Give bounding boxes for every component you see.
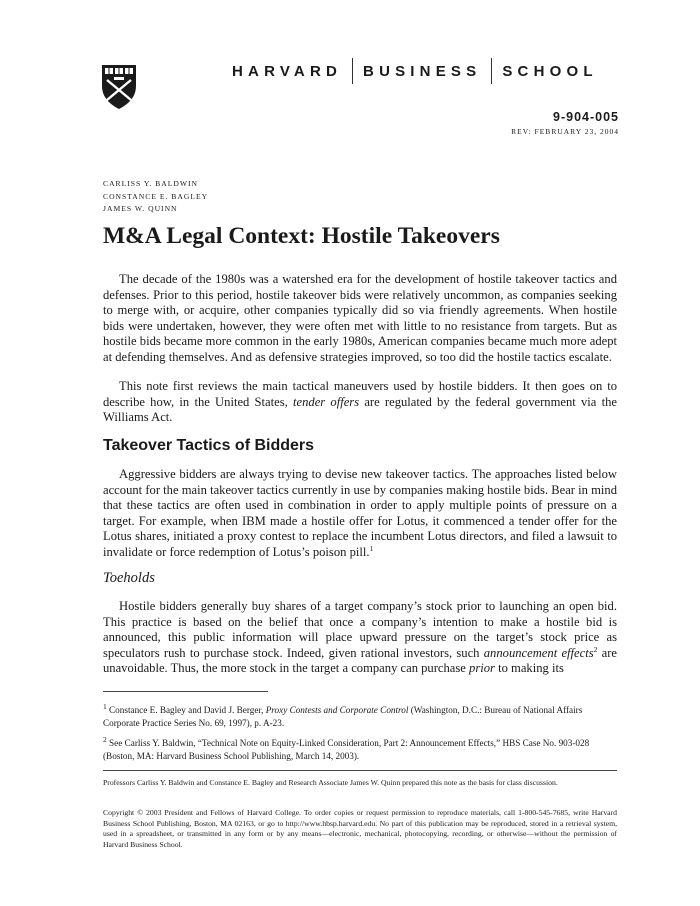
- copyright-notice: Copyright © 2003 President and Fellows of Harvard College. To order copies or request permission to reproduce materials, call 1-800-545-7685, write Harvard Business School Publishing, Boston, MA 02163, or go to http://www.hbsp.harvard.edu. No part of this publication may be reproduced, stored in a retrieval system, used in a spreadsheet, or transmitted in any form or by any means—electronic, mechanical, photocopying, recording, or otherwise—without the permission of Harvard Business School.: [103, 808, 617, 849]
- author-list: [103, 178, 208, 216]
- intro-paragraph-1: The decade of the 1980s was a watershed era for the development of hostile takeover tactics and defenses. Prior to this period, hostile takeover bids were relatively uncommon, as companies seeking to merge with, or acquire, other companies typically did so via friendly agreements. When hostile bids were undertaken, however, they were often met with little to no resistance from targets. But as hostile bids became more common in the early 1980s, American companies became much more adept at defending themselves. And as defensive strategies improved, so too did the hostile tactics escalate.: [103, 272, 617, 364]
- author-name: CARLISS Y. BALDWIN: [103, 179, 198, 188]
- footnote-ref[interactable]: 1: [369, 543, 374, 553]
- school-word-harvard: HARVARD: [232, 62, 343, 80]
- revision-date: REV: FEBRUARY 23, 2004: [511, 127, 619, 136]
- footnote-2: $^2$ See Carliss Y. Baldwin, “Technical Note on Equity-Linked Consideration, Part 2: Announcement Effects,” HBS Case No. 903-028 (Boston, MA: Harvard Business School Publishing, March 14, 2003).: [103, 734, 590, 761]
- school-word-school: SCHOOL: [502, 62, 598, 80]
- bottom-divider: [103, 770, 617, 771]
- tactics-paragraph: Aggressive bidders are always trying to devise new takeover tactics. The approaches listed below account for the main takeover tactics currently in use by companies making hostile bids. Bear in mind that these tactics are often used in combination in order to apply multiple points of pressure on a target. For example, when IBM made a hostile offer for Lotus, it commenced a tender offer for the Lotus shares, initiated a proxy contest to replace the incumbent Lotus directors, and filed a lawsuit to invalidate or force redemption of Lotus’s poison pill.$^1$: [103, 467, 617, 559]
- page-title: M&A Legal Context: Hostile Takeovers: [103, 223, 500, 249]
- toeholds-paragraph: Hostile bidders generally buy shares of a target company’s stock prior to launching an open bid. This practice is based on the belief that once a company’s intention to make a hostile bid is announced, this public information will place upward pressure on the target’s stock price as speculators rush to purchase stock. Indeed, given rational investors, such announcement effects$^2$ are unavoidable. Thus, the more stock in the target a company can purchase prior to making its: [103, 599, 618, 676]
- section-heading-tactics: Takeover Tactics of Bidders: [103, 437, 315, 454]
- wordmark-divider: [352, 58, 353, 84]
- intro-paragraph-2: This note first reviews the main tactical maneuvers used by hostile bidders. It then goes on to describe how, in the United States, tender offers are regulated by the federal government via the Williams Act.: [103, 379, 617, 425]
- preparer-note: Professors Carliss Y. Baldwin and Constance E. Bagley and Research Associate James W. Quinn prepared this note as the basis for class discussion.: [103, 778, 558, 787]
- school-word-business: BUSINESS: [363, 62, 482, 80]
- footnote-ref[interactable]: 2: [593, 644, 598, 654]
- footnote-1: $^1$ Constance E. Bagley and David J. Berger, Proxy Contests and Corporate Control (Washington, D.C.: Bureau of National Affairs Corporate Practice Series No. 69, 1997), p. A-23.: [103, 701, 583, 728]
- author-name: JAMES W. QUINN: [103, 204, 178, 213]
- wordmark-divider: [491, 58, 492, 84]
- footnote-divider: [103, 691, 268, 692]
- author-name: CONSTANCE E. BAGLEY: [103, 191, 209, 201]
- hbs-shield-logo: [101, 64, 137, 110]
- school-wordmark: [232, 56, 618, 86]
- case-number: 9-904-005: [553, 110, 619, 124]
- subsection-heading-toeholds: Toeholds: [103, 570, 155, 586]
